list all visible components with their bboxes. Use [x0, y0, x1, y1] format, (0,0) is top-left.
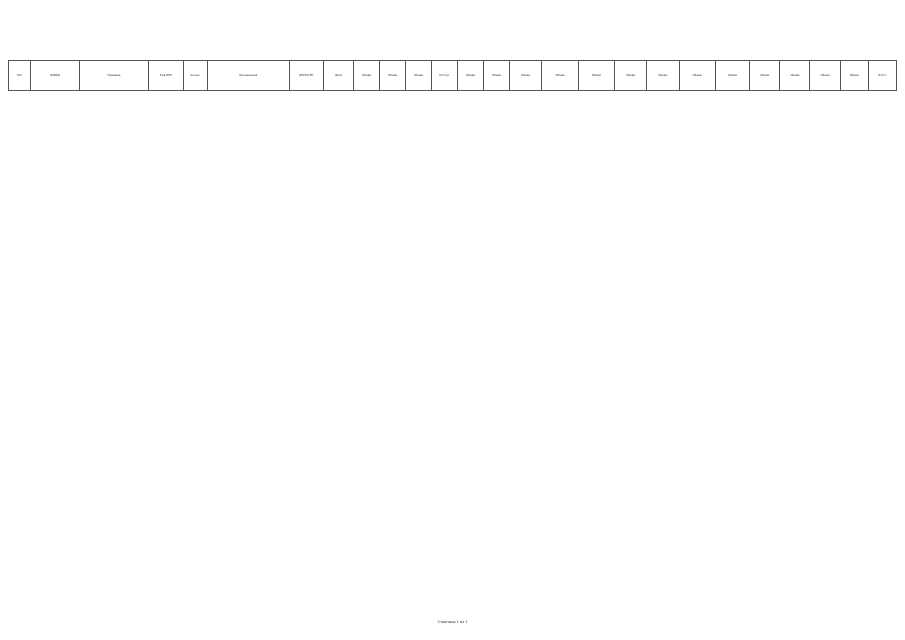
- column-header: Код ИНН: [149, 61, 183, 91]
- column-header: ОКВЭД: [30, 61, 79, 91]
- column-header: Название: [79, 61, 149, 91]
- header-row: [9, 61, 897, 91]
- column-header: Кол-во: [183, 61, 207, 91]
- column-header: Объём: [484, 61, 510, 91]
- column-header: Объём: [354, 61, 380, 91]
- column-header: Организация: [207, 61, 289, 91]
- column-header: Объём: [406, 61, 432, 91]
- page-footer: Страница 1 из 1: [437, 620, 468, 624]
- document-sheet: [8, 60, 897, 91]
- column-header: Объём: [810, 61, 840, 91]
- column-header: Объём: [615, 61, 647, 91]
- column-header: Объём: [578, 61, 614, 91]
- column-header: Объём: [679, 61, 715, 91]
- column-header: Объём: [840, 61, 868, 91]
- column-header: Тип: [9, 61, 31, 91]
- column-header: Объём: [458, 61, 484, 91]
- column-header: Объём: [750, 61, 780, 91]
- column-header: Поступ.: [432, 61, 458, 91]
- column-header: ИНН/ОГРН: [289, 61, 323, 91]
- column-header: Объём: [380, 61, 406, 91]
- column-header: Объём: [647, 61, 679, 91]
- column-header: Объём: [715, 61, 749, 91]
- column-header: Итого: [868, 61, 896, 91]
- column-header: Дата: [324, 61, 354, 91]
- data-table: [8, 60, 897, 91]
- column-header: Объём: [510, 61, 542, 91]
- column-header: Объём: [542, 61, 578, 91]
- column-header: Объём: [780, 61, 810, 91]
